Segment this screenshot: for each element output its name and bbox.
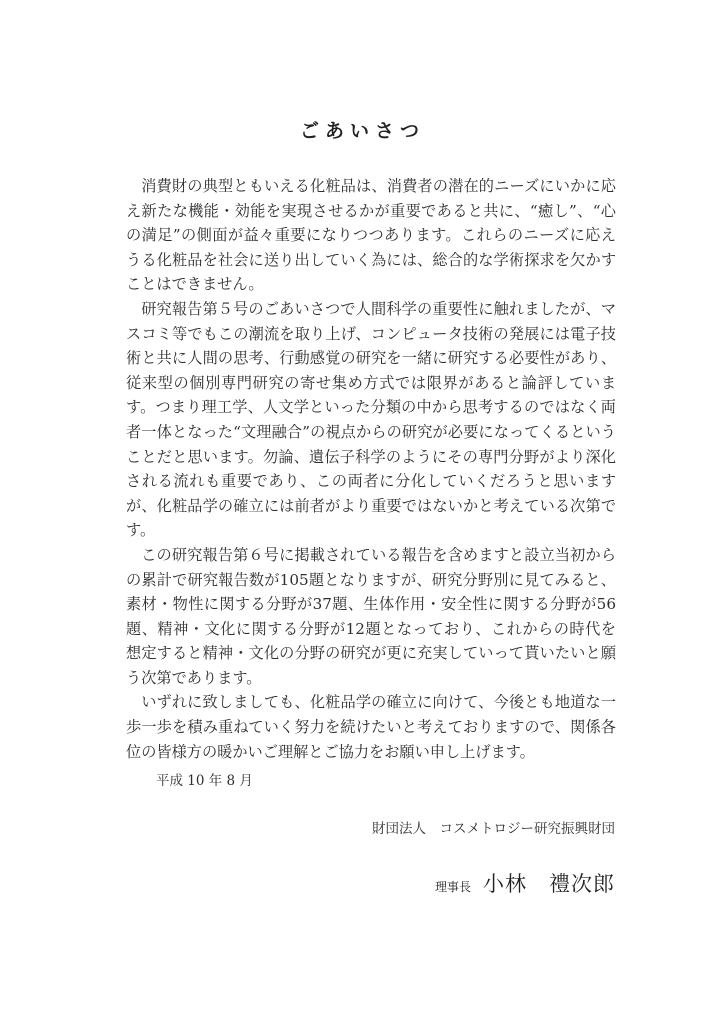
- paragraph-3: この研究報告第６号に掲載されている報告を含めますと設立当初からの累計で研究報告数が105題となりますが、研究分野別に見てみると、素材・物性に関する分野が37題、生体作用・安全性に関する分野が56題、精神・文化に関する分野が12題となっており、これからの時代を想定すると精神・文化の分野の研究が更に充実していって貰いたいと願う次第であります。: [126, 545, 616, 687]
- paragraph-2: 研究報告第５号のごあいさつで人間科学の重要性に触れましたが、マスコミ等でもこの潮流を取り上げ、コンピュータ技術の発展には電子技術と共に人間の思考、行動感覚の研究を一緒に研究する必要性があり、従来型の個別専門研究の寄せ集め方式では限界があると論評しています。つまり理工学、人文学といった分類の中から思考するのではなく両者一体となった“文理融合”の視点からの研究が必要になってくるということだと思います。勿論、遺伝子科学のようにその専門分野がより深化される流れも重要であり、この両者に分化していくだろうと思いますが、化粧品学の確立には前者がより重要ではないかと考えている次第です。: [126, 299, 616, 540]
- greeting-body: [126, 174, 616, 764]
- page-title: ごあいさつ: [299, 120, 425, 142]
- signer-name: 小林 禮次郎: [483, 872, 615, 896]
- paragraph-1: 消費財の典型ともいえる化粧品は、消費者の潜在的ニーズにいかに応え新たな機能・効能を実現させるかが重要であると共に、“癒し”、“心の満足”の側面が益々重要になりつつあります。これらのニーズに応えうる化粧品を社会に送り出していく為には、総合的な学術探求を欠かすことはできません。: [126, 177, 616, 294]
- document-date: 平成 10 年 8 月: [156, 773, 253, 789]
- signature-block: [435, 868, 615, 898]
- paragraph-4: いずれに致しましても、化粧品学の確立に向けて、今後とも地道な一歩一歩を積み重ねていく努力を続けたいと考えておりますので、関係各位の皆様方の暖かいご理解とご協力をお願い申し上げます。: [126, 693, 616, 761]
- signer-role: 理事長: [434, 880, 471, 894]
- organization-name: 財団法人 コスメトロジー研究振興財団: [372, 821, 615, 837]
